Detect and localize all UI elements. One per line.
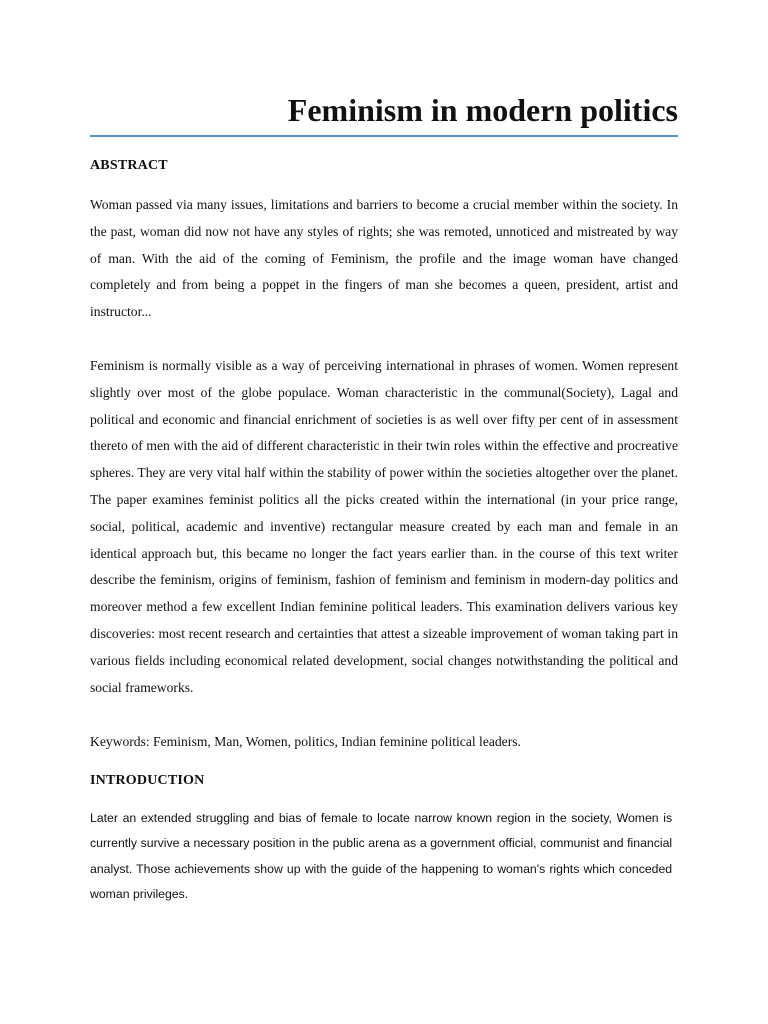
introduction-paragraph: Later an extended struggling and bias of female to locate narrow known region in the society, Women is currently survive a necessary position in the public arena as a government official, communist and financial analyst. Those achievements show up with the guide of the happening to woman's rights which conceded woman privileges. bbox=[90, 811, 673, 901]
abstract-paragraph-2: Feminism is normally visible as a way of perceiving international in phrases of women. Women represent slightly over most of the globe populace. Woman characteristic in the communal(Society), Lagal and political and economic and financial enrichment of societies is as well over fifty per cent of in assessment thereto of men with the aid of different characteristic in their twin roles within the effective and procreative spheres. They are very vital half within the stability of power within the societies altogether over the planet. The paper examines feminist politics all the picks created within the international (in your price range, social, political, academic and inventive) rectangular measure created by each man and female in an identical approach but, this became no longer the fact years earlier than. in the course of this text writer describe the feminism, origins of feminism, fashion of feminism and feminism in modern-day politics and moreover method a few excellent Indian feminine political leaders. This examination delivers various key discoveries: most recent research and certainties that attest a sizeable improvement of woman taking part in various fields including economical related development, social changes notwithstanding the political and social frameworks. bbox=[90, 358, 678, 695]
abstract-heading: ABSTRACT bbox=[90, 158, 168, 173]
introduction-heading: INTRODUCTION bbox=[90, 773, 205, 788]
keywords-line: Keywords: Feminism, Man, Women, politics, Indian feminine political leaders. bbox=[90, 734, 521, 749]
abstract-paragraph-1: Woman passed via many issues, limitations and barriers to become a crucial member within the society. In the past, woman did now not have any styles of rights; she was remoted, unnoticed and mistreated by way of man. With the aid of the coming of Feminism, the profile and the image woman have changed completely and from being a poppet in the fingers of man she becomes a queen, president, artist and instructor... bbox=[90, 197, 678, 320]
title-divider bbox=[90, 135, 678, 137]
document-title: Feminism in modern politics bbox=[287, 92, 678, 128]
